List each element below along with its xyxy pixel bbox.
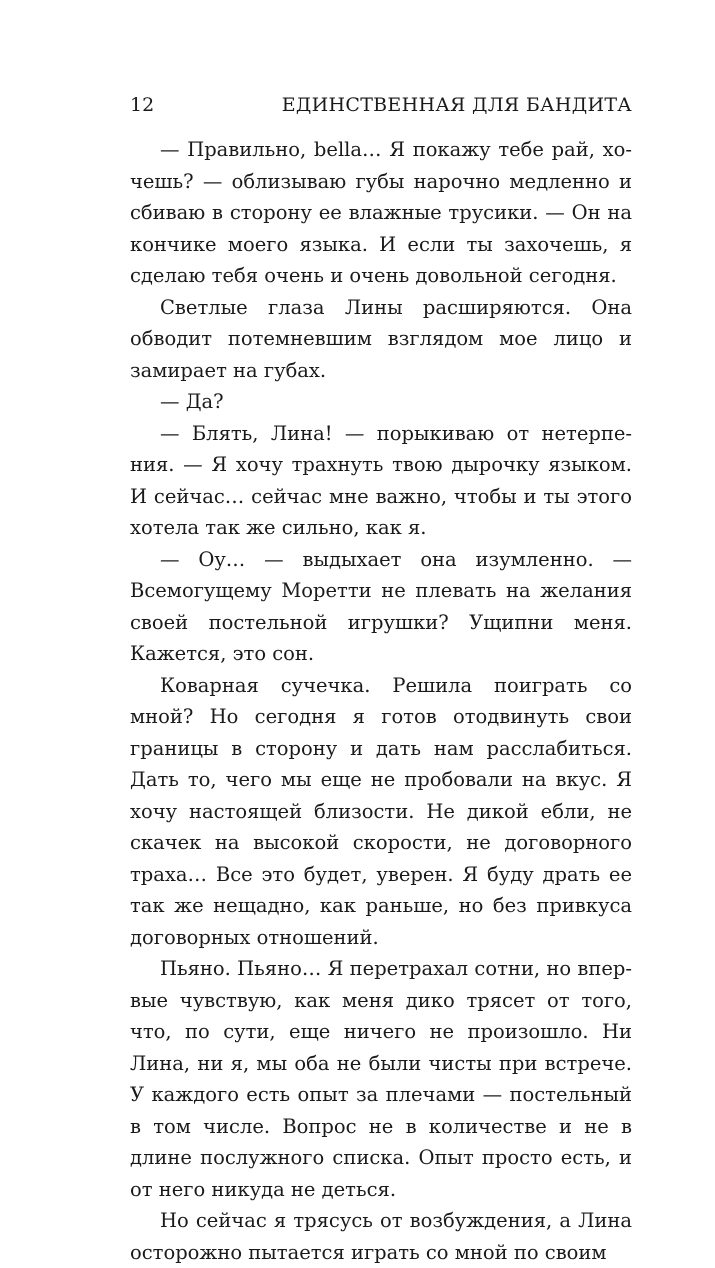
running-head bbox=[130, 90, 632, 120]
paragraph: — Блять, Лина! — порыкиваю от нетерпения. — Я хочу трахнуть твою дырочку языком. И сейчас… сейчас мне важно, чтобы и ты этого хотела так же сильно, как я. bbox=[130, 421, 632, 539]
paragraph: Светлые глаза Лины расширяются. Она обводит потемневшим взглядом мое лицо и замирает на губах. bbox=[130, 295, 632, 382]
body-text bbox=[130, 134, 632, 1268]
paragraph: — Да? bbox=[160, 390, 224, 413]
page-number: 12 bbox=[130, 94, 155, 116]
paragraph: Коварная сучечка. Решила поиграть со мной? Но сегодня я готов отодвинуть свои границы в сторону и дать нам расслабиться. Дать то, чего мы еще не пробовали на вкус. Я хочу настоящей близости. Не дикой ебли, не скачек на высокой скорости, не договорного траха… Все это будет, уверен. Я буду драть ее так же нещадно, как раньше, но без привкуса договорных отношений. bbox=[130, 673, 632, 949]
book-title: ЕДИНСТВЕННАЯ ДЛЯ БАНДИТА bbox=[281, 94, 632, 116]
paragraph: Но сейчас я трясусь от возбуждения, а Лина осторожно пытается играть со мной по своим bbox=[130, 1209, 632, 1264]
paragraph: — Правильно, bella… Я покажу тебе рай, хочешь? — облизываю губы нарочно медленно и сбиваю в сторону ее влажные трусики. — Он на кончике моего языка. И если ты захочешь, я сделаю тебя очень и очень довольной сегодня. bbox=[130, 138, 632, 287]
paragraph: Пьяно. Пьяно… Я перетрахал сотни, но впервые чувствую, как меня дико трясет от того, что, по сути, еще ничего не произошло. Ни Лина, ни я, мы оба не были чисты при встрече. У каждого есть опыт за плечами — постельный в том числе. Вопрос не в количестве и не в длине послужного списка. Опыт просто есть, и от него никуда не деться. bbox=[130, 957, 632, 1201]
paragraph: — Оу… — выдыхает она изумленно. — Всемогущему Моретти не плевать на желания своей постельной игрушки? Ущипни меня. Кажется, это сон. bbox=[130, 547, 632, 665]
